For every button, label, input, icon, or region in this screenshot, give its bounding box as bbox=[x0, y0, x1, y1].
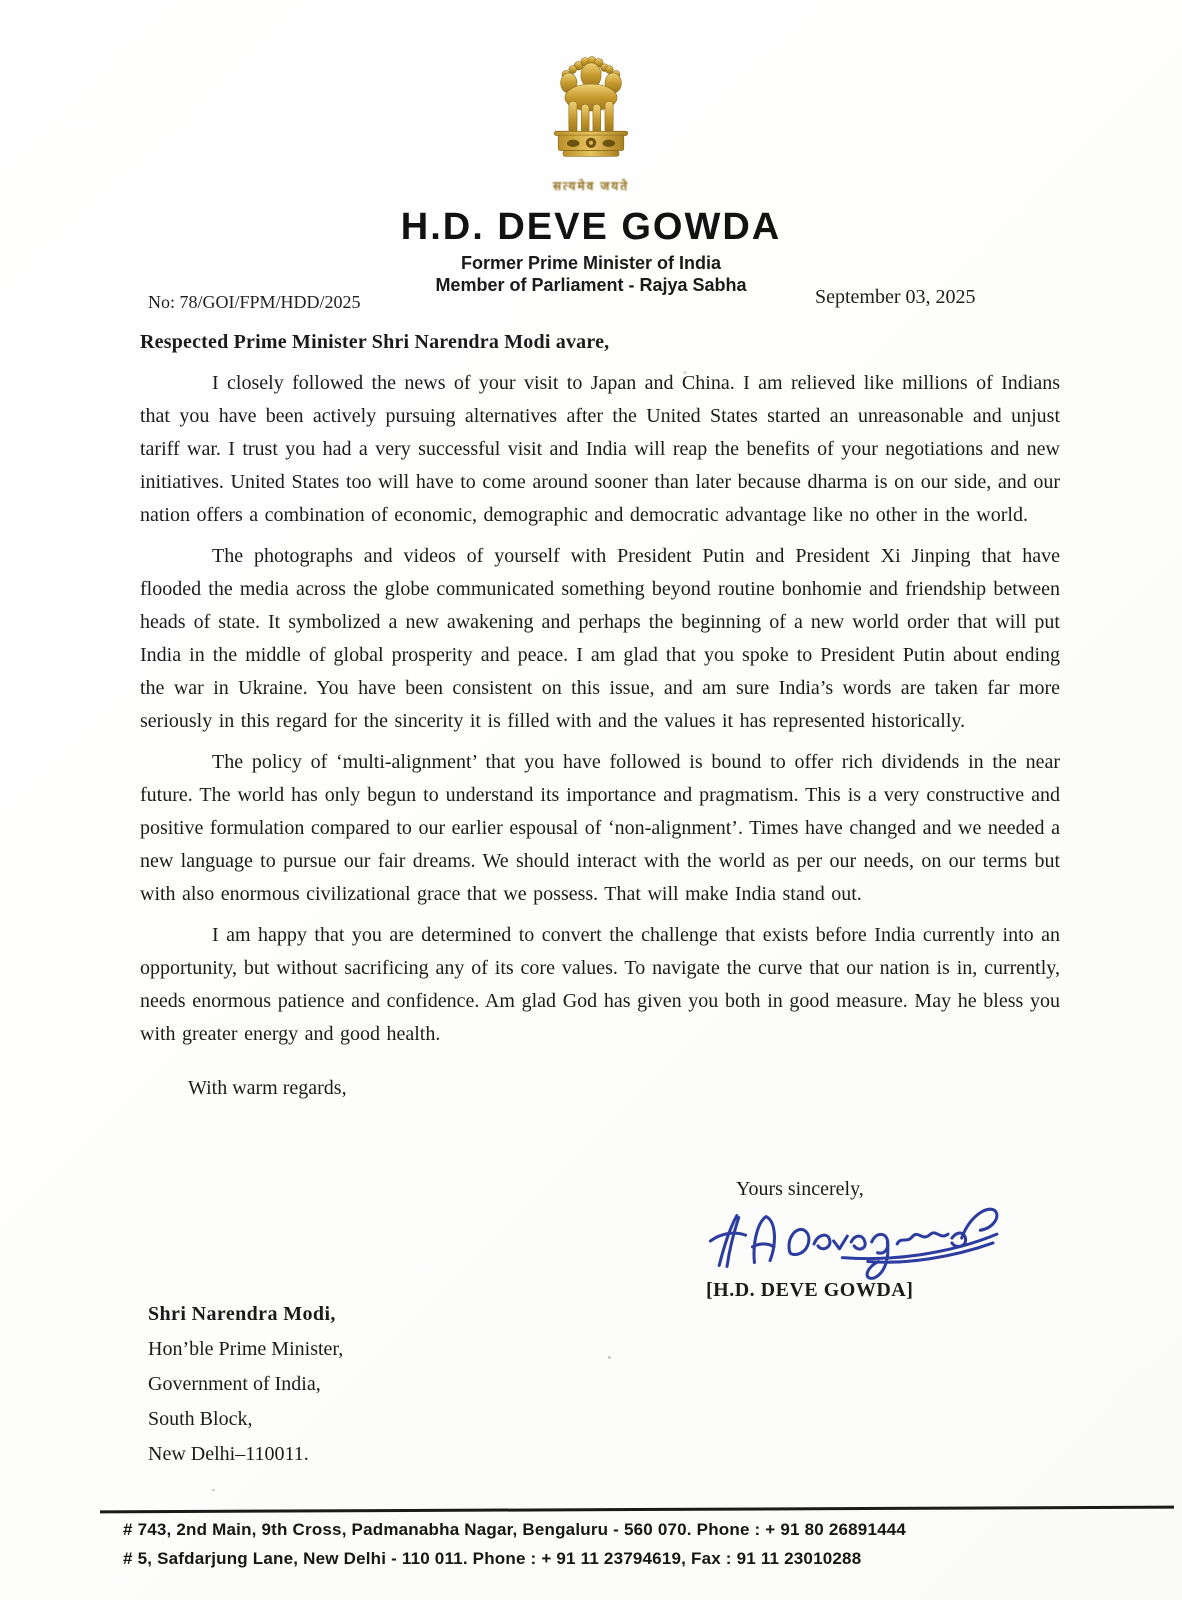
letterhead-title-former-pm: Former Prime Minister of India bbox=[460, 253, 722, 273]
signatory-name: [H.D. DEVE GOWDA] bbox=[706, 1279, 914, 1301]
reference-number: No: 78/GOI/FPM/HDD/2025 bbox=[148, 292, 361, 312]
paragraph-2: The photographs and videos of yourself with President Putin and President Xi Jinping that have flooded the media across the globe communicated something beyond routine bonhomie and friendship between heads of state. It symbolized a new awakening and perhaps the beginning of a new world order that will put India in the middle of global prosperity and peace. I am glad that you spoke to President Putin about ending the war in Ukraine. You have been consistent on this issue, and am sure India’s words are taken far more seriously in this regard for the sincerity it is filled with and the values it has represented historically. bbox=[140, 545, 1060, 732]
letterhead-name: H.D. DEVE GOWDA bbox=[400, 206, 782, 248]
letterhead-title-mp: Member of Parliament - Rajya Sabha bbox=[435, 275, 747, 295]
addressee-name: Shri Narendra Modi, bbox=[148, 1303, 336, 1325]
paragraph-3: The policy of ‘multi-alignment’ that you have followed is bound to offer rich dividends in the near future. The world has only begun to understand its importance and pragmatism. This is a very constructive and positive formulation compared to our earlier espousal of ‘non-alignment’. Times have changed and we needed a new language to pursue our fair dreams. We should interact with the world as per our needs, on our terms but with also enormous civilizational grace that we possess. That will make India stand out. bbox=[140, 751, 1060, 905]
footer-address-bengaluru: # 743, 2nd Main, 9th Cross, Padmanabha Nagar, Bengaluru - 560 070. Phone : + 91 80 26891444 bbox=[123, 1520, 907, 1539]
scan-speck bbox=[212, 1489, 215, 1491]
letter-content bbox=[140, 331, 1060, 1100]
footer-divider bbox=[100, 1506, 1174, 1514]
letterhead bbox=[0, 52, 1182, 194]
emblem-of-india-icon bbox=[538, 52, 644, 170]
addressee-building: South Block, bbox=[148, 1408, 253, 1430]
signature bbox=[700, 1197, 1020, 1285]
scan-speck bbox=[608, 1356, 611, 1359]
addressee-org: Government of India, bbox=[148, 1373, 321, 1395]
closing-regards: With warm regards, bbox=[188, 1077, 347, 1099]
paragraph-1: I closely followed the news of your visit to Japan and China. I am relieved like millions of Indians that you have been actively pursuing alternatives after the United States started an unreasonable and unjust tariff war. I trust you had a very successful visit and India will reap the benefits of your negotiations and new initiatives. United States too will have to come around sooner than later because dharma is on our side, and our nation offers a combination of economic, demographic and democratic advantage like no other in the world. bbox=[140, 372, 1060, 526]
closing-sincerely: Yours sincerely, bbox=[736, 1178, 864, 1200]
letter-date: September 03, 2025 bbox=[815, 286, 976, 308]
addressee-title: Hon’ble Prime Minister, bbox=[148, 1338, 344, 1360]
letter-footer bbox=[0, 1508, 1182, 1569]
scan-speck bbox=[683, 371, 687, 374]
addressee-block bbox=[148, 1297, 343, 1472]
emblem-motto: सत्यमेव जयते bbox=[552, 179, 630, 193]
paragraph-4: I am happy that you are determined to convert the challenge that exists before India currently into an opportunity, but without sacrificing any of its core values. To navigate the curve that our nation is in, currently, needs enormous patience and confidence. Am glad God has given you both in good measure. May he bless you with greater energy and good health. bbox=[140, 924, 1060, 1045]
footer-address-delhi: # 5, Safdarjung Lane, New Delhi - 110 011. Phone : + 91 11 23794619, Fax : 91 11 23010288 bbox=[123, 1549, 862, 1568]
letter-body bbox=[140, 367, 1060, 1051]
signature-block bbox=[700, 1178, 1030, 1302]
salutation: Respected Prime Minister Shri Narendra Modi avare, bbox=[140, 331, 610, 353]
addressee-city: New Delhi–110011. bbox=[148, 1443, 309, 1465]
